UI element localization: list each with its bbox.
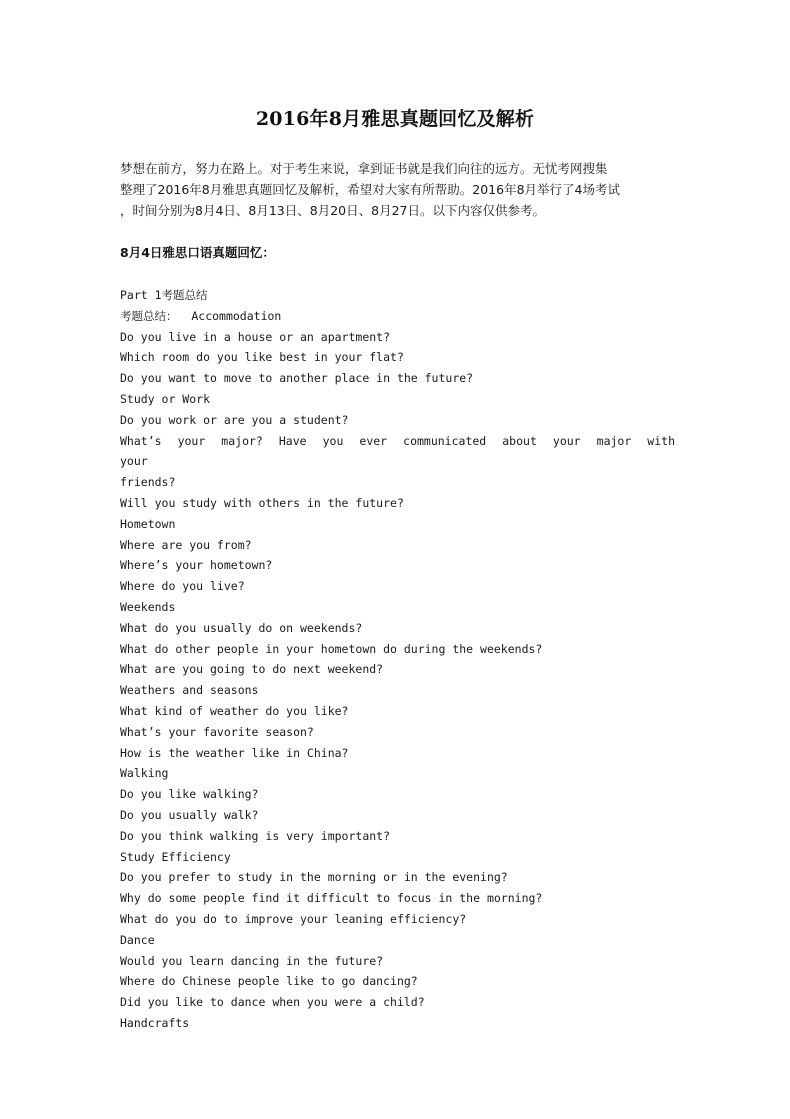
intro-line: 梦想在前方，努力在路上。对于考生来说，拿到证书就是我们向往的远方。无忧考网搜集 [120, 161, 608, 176]
part-heading: Part 1考题总结 [120, 288, 208, 302]
question-line: Which room do you like best in your flat? [120, 350, 404, 365]
question-line: What’s your major? Have you ever communicated about your major with your [120, 433, 675, 469]
topic-line: Study or Work [120, 391, 211, 406]
question-line: Did you like to dance when you were a child? [120, 995, 425, 1010]
question-line: What kind of weather do you like? [120, 703, 349, 718]
question-list [120, 285, 675, 1034]
topic-line: 考题总结： Accommodation [120, 308, 282, 323]
intro-paragraph [120, 158, 680, 221]
question-line: Where do Chinese people like to go dancing? [120, 974, 418, 989]
question-line: Do you work or are you a student? [120, 412, 349, 427]
question-line: Do you want to move to another place in the future? [120, 371, 474, 386]
question-line: Do you usually walk? [120, 807, 259, 822]
topic-line: Study Efficiency [120, 849, 231, 864]
intro-line: ，时间分别为8月4日、8月13日、8月20日、8月27日。以下内容仅供参考。 [120, 203, 545, 218]
topic-line: Walking [120, 766, 169, 781]
question-line: Where do you live? [120, 579, 245, 594]
topic-line: Hometown [120, 516, 176, 531]
section-heading: 8月4日雅思口语真题回忆： [120, 245, 275, 260]
topic-line: Weekends [120, 599, 176, 614]
question-line: What do you do to improve your leaning efficiency? [120, 911, 467, 926]
topic-line: Weathers and seasons [120, 683, 259, 698]
question-line: Do you live in a house or an apartment? [120, 329, 391, 344]
question-line: Why do some people find it difficult to focus in the morning? [120, 891, 543, 906]
question-line: How is the weather like in China? [120, 745, 349, 760]
document-title: 2016年8月雅思真题回忆及解析 [255, 108, 535, 130]
intro-line: 整理了2016年8月雅思真题回忆及解析，希望对大家有所帮助。2016年8月举行了4场考试 [120, 182, 620, 197]
question-line: friends? [120, 475, 176, 490]
question-line: Will you study with others in the future? [120, 495, 404, 510]
topic-line: Dance [120, 932, 155, 947]
question-line: What are you going to do next weekend? [120, 662, 384, 677]
question-line: Do you prefer to study in the morning or in the evening? [120, 870, 508, 885]
question-line: What’s your favorite season? [120, 724, 314, 739]
topic-line: Handcrafts [120, 1015, 190, 1030]
question-line: What do you usually do on weekends? [120, 620, 363, 635]
question-line: Where are you from? [120, 537, 252, 552]
question-line: Do you think walking is very important? [120, 828, 391, 843]
question-line: Where’s your hometown? [120, 558, 273, 573]
question-line: What do other people in your hometown do during the weekends? [120, 641, 543, 656]
question-line: Would you learn dancing in the future? [120, 953, 384, 968]
question-line: Do you like walking? [120, 787, 259, 802]
